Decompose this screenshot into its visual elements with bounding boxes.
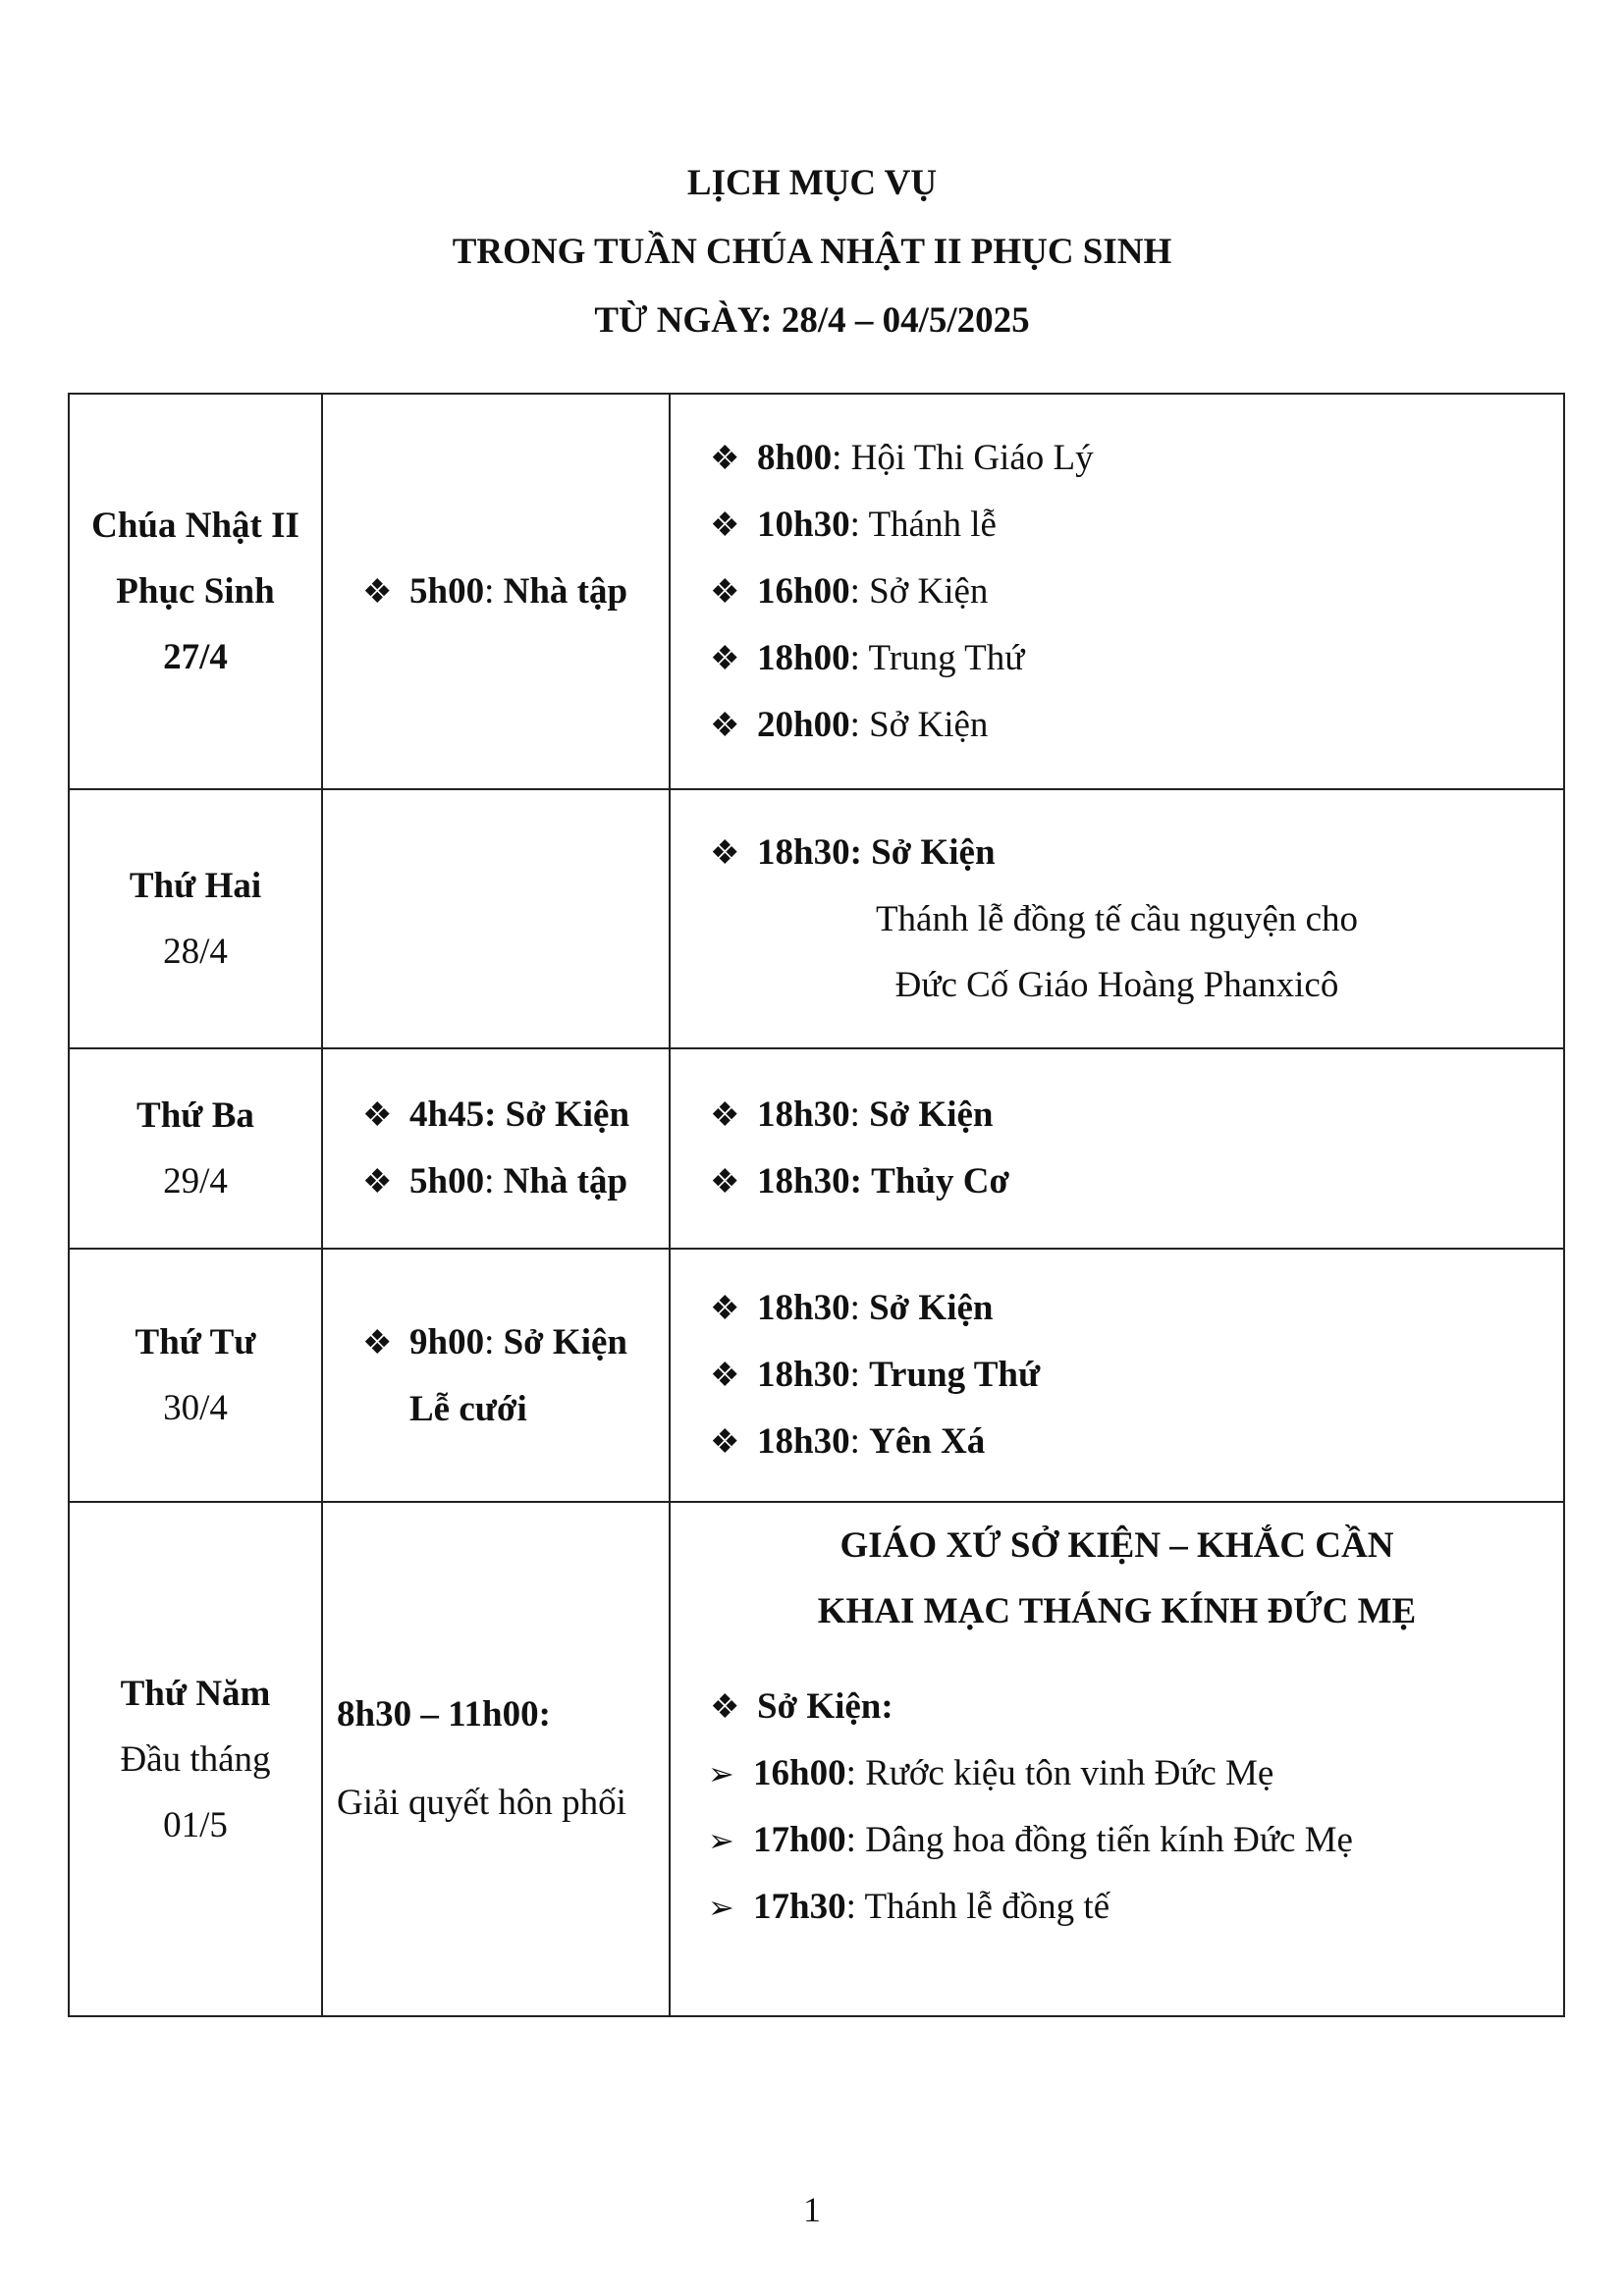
item-time: 16h00 — [757, 570, 850, 612]
diamond-bullet-icon: ❖ — [710, 640, 740, 677]
item-text: Thủy Cơ — [871, 1161, 1009, 1201]
diamond-bullet-icon: ❖ — [710, 707, 740, 744]
morning-cell — [322, 1502, 670, 2016]
item-time: 18h30: — [757, 1161, 862, 1201]
diamond-bullet-icon: ❖ — [710, 573, 740, 611]
item-note: Lễ cưới — [409, 1388, 527, 1429]
table-row — [69, 1249, 1564, 1502]
arrow-bullet-icon: ➢ — [708, 1890, 734, 1925]
schedule-item — [671, 1342, 1563, 1409]
item-sep: : — [849, 1421, 870, 1462]
title-line-3: TỪ NGÀY: 28/4 – 04/5/2025 — [594, 300, 1030, 341]
item-time: 8h00 — [757, 437, 833, 478]
item-time: 5h00 — [409, 1161, 485, 1201]
item-sep — [496, 1095, 505, 1135]
day-label: Thứ Tư — [135, 1322, 256, 1362]
item-text: Nhà tập — [503, 1161, 628, 1201]
diamond-bullet-icon: ❖ — [710, 1097, 740, 1134]
diamond-bullet-icon: ❖ — [710, 1291, 740, 1327]
arrow-bullet-icon: ➢ — [708, 1823, 734, 1858]
evening-cell — [670, 789, 1564, 1048]
item-text: Thánh lễ đồng tế — [864, 1887, 1110, 1927]
item-text: Giải quyết hôn phối — [337, 1783, 626, 1823]
day-cell — [69, 1502, 322, 2016]
item-text: Thánh lễ — [868, 504, 997, 545]
item-sep: : — [849, 1288, 870, 1328]
day-date: 30/4 — [163, 1388, 228, 1428]
item-text: Hội Thi Giáo Lý — [850, 437, 1094, 478]
day-date: 01/5 — [163, 1804, 228, 1845]
item-time: 20h00 — [757, 704, 850, 745]
table-row — [69, 1502, 1564, 2016]
item-sep: : — [845, 1753, 866, 1793]
schedule-item — [671, 1275, 1563, 1342]
item-sep: : — [845, 1887, 865, 1927]
page-number: 1 — [803, 2190, 821, 2229]
day-cell — [69, 1048, 322, 1249]
item-time: 9h00 — [409, 1321, 485, 1362]
day-label: Thứ Hai — [129, 866, 262, 906]
day-label: Chúa Nhật II — [91, 506, 299, 546]
diamond-bullet-icon: ❖ — [710, 1424, 740, 1461]
item-text: Sở Kiện — [869, 1288, 994, 1328]
arrow-bullet-icon: ➢ — [708, 1756, 734, 1791]
schedule-item — [671, 625, 1563, 692]
item-time: 10h30 — [757, 504, 850, 545]
item-text: Nhà tập — [503, 570, 628, 612]
table-row — [69, 789, 1564, 1048]
day-cell — [69, 1249, 322, 1502]
item-text: Trung Thứ — [868, 637, 1025, 678]
table-row — [69, 1048, 1564, 1249]
item-text: Sở Kiện — [505, 1095, 630, 1135]
day-subtitle: Đầu tháng — [120, 1738, 271, 1780]
item-place: Sở Kiện: — [757, 1686, 893, 1727]
evening-cell — [670, 1502, 1564, 2016]
day-label: Phục Sinh — [116, 571, 275, 612]
day-label: Thứ Ba — [136, 1095, 254, 1136]
diamond-bullet-icon: ❖ — [362, 1097, 393, 1134]
schedule-item — [671, 1409, 1563, 1475]
diamond-bullet-icon: ❖ — [710, 1164, 740, 1201]
day-cell — [69, 789, 322, 1048]
day-cell — [69, 394, 322, 789]
item-time: 18h30 — [757, 1095, 850, 1135]
item-sep — [862, 1161, 871, 1201]
item-note: Đức Cố Giáo Hoàng Phanxicô — [894, 965, 1339, 1005]
sub-item — [671, 1740, 1563, 1807]
diamond-bullet-icon: ❖ — [710, 835, 740, 872]
event-heading: KHAI MẠC THÁNG KÍNH ĐỨC MẸ — [817, 1591, 1417, 1631]
schedule-item — [671, 820, 1563, 886]
schedule-item — [323, 1082, 669, 1148]
item-sep: : — [484, 1321, 504, 1362]
schedule-item — [323, 1148, 669, 1215]
item-time: 5h00 — [409, 570, 485, 612]
item-time: 18h00 — [757, 637, 850, 678]
evening-cell — [670, 1249, 1564, 1502]
item-text: Sở Kiện — [869, 704, 989, 745]
title-line-2: TRONG TUẦN CHÚA NHẬT II PHỤC SINH — [452, 232, 1172, 272]
diamond-bullet-icon: ❖ — [710, 507, 740, 544]
schedule-item — [323, 1309, 669, 1376]
item-time: 16h00 — [753, 1753, 846, 1793]
item-time: 18h30 — [757, 1355, 850, 1395]
schedule-item — [671, 1148, 1563, 1215]
item-sep: : — [484, 1161, 504, 1201]
morning-cell — [322, 1249, 670, 1502]
sub-item — [671, 1807, 1563, 1874]
schedule-item — [671, 425, 1563, 492]
day-date: 29/4 — [163, 1161, 228, 1201]
item-time: 18h30: — [757, 832, 862, 873]
schedule-item — [671, 692, 1563, 759]
item-text: Sở Kiện — [869, 1095, 994, 1135]
item-time: 17h00 — [753, 1820, 846, 1860]
day-label: Thứ Năm — [120, 1673, 271, 1714]
evening-cell — [670, 394, 1564, 789]
day-date: 27/4 — [163, 637, 228, 677]
sub-item — [671, 1874, 1563, 1941]
diamond-bullet-icon: ❖ — [362, 1324, 393, 1362]
diamond-bullet-icon: ❖ — [710, 1689, 740, 1726]
schedule-item — [671, 559, 1563, 625]
document-header — [0, 149, 1624, 355]
item-text: Yên Xá — [869, 1421, 986, 1462]
item-text: Dâng hoa đồng tiến kính Đức Mẹ — [865, 1820, 1353, 1860]
table-row — [69, 394, 1564, 789]
item-time: 4h45: — [409, 1095, 497, 1135]
evening-cell — [670, 1048, 1564, 1249]
morning-cell — [322, 394, 670, 789]
item-sep: : — [849, 1095, 870, 1135]
item-text: Sở Kiện — [503, 1321, 627, 1362]
item-text: Trung Thứ — [869, 1355, 1041, 1395]
item-note: Thánh lễ đồng tế cầu nguyện cho — [875, 899, 1359, 939]
item-text: Sở Kiện — [861, 832, 996, 873]
item-sep: : — [484, 570, 504, 612]
schedule-table — [68, 393, 1565, 2017]
item-time: 18h30 — [757, 1421, 850, 1462]
morning-cell — [322, 789, 670, 1048]
schedule-item — [671, 1674, 1563, 1740]
diamond-bullet-icon: ❖ — [710, 1358, 740, 1394]
morning-cell — [322, 1048, 670, 1249]
item-sep: : — [849, 504, 869, 545]
item-sep: : — [845, 1820, 866, 1860]
item-sep: : — [849, 704, 870, 745]
item-time: 18h30 — [757, 1288, 850, 1328]
item-sep: : — [849, 637, 869, 678]
schedule-item — [323, 559, 669, 625]
event-heading: GIÁO XỨ SỞ KIỆN – KHẮC CẦN — [839, 1525, 1394, 1566]
item-sep: : — [849, 1355, 870, 1395]
schedule-item — [671, 492, 1563, 559]
diamond-bullet-icon: ❖ — [362, 573, 393, 611]
item-time: 17h30 — [753, 1887, 846, 1927]
diamond-bullet-icon: ❖ — [710, 440, 740, 477]
schedule-item — [671, 1082, 1563, 1148]
item-time: 8h30 – 11h00: — [337, 1694, 551, 1735]
diamond-bullet-icon: ❖ — [362, 1164, 393, 1201]
title-line-1: LỊCH MỤC VỤ — [686, 163, 938, 203]
item-sep: : — [832, 437, 851, 478]
day-date: 28/4 — [163, 932, 228, 972]
item-text: Sở Kiện — [869, 570, 989, 612]
item-sep: : — [849, 570, 870, 612]
item-text: Rước kiệu tôn vinh Đức Mẹ — [865, 1753, 1274, 1793]
